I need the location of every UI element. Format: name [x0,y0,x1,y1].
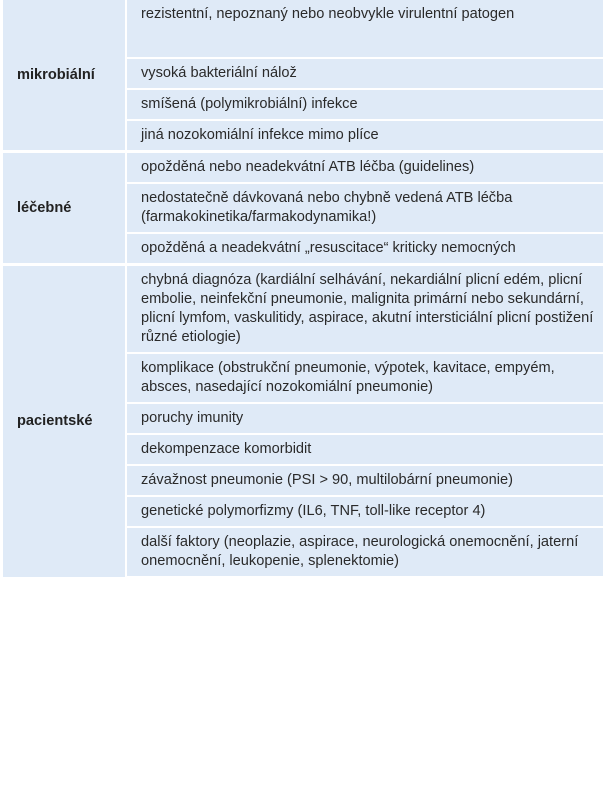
item-cell: dekompenzace komorbidit [126,434,603,465]
table-row [3,0,603,58]
risk-factors-table [3,0,603,578]
item-cell: rezistentní, nepoznaný nebo neobvykle virulentní patogen [126,0,603,58]
table-row [3,152,603,184]
item-cell: komplikace (obstrukční pneumonie, výpotek, kavitace, empyém, absces, nasedající nozokomiální pneumonie) [126,353,603,403]
category-cell-lecebne: léčebné [3,152,126,265]
category-cell-mikrobialni: mikrobiální [3,0,126,152]
item-cell: opožděná nebo neadekvátní ATB léčba (guidelines) [126,152,603,184]
item-cell: smíšená (polymikrobiální) infekce [126,89,603,120]
item-cell: závažnost pneumonie (PSI > 90, multilobární pneumonie) [126,465,603,496]
item-cell: další faktory (neoplazie, aspirace, neurologická onemocnění, jaterní onemocnění, leukopenie, splenektomie) [126,527,603,577]
table-row [3,265,603,354]
item-cell: opožděná a neadekvátní „resuscitace“ kriticky nemocných [126,233,603,265]
item-cell: vysoká bakteriální nálož [126,58,603,89]
item-cell: poruchy imunity [126,403,603,434]
item-cell: genetické polymorfizmy (IL6, TNF, toll-like receptor 4) [126,496,603,527]
item-cell: chybná diagnóza (kardiální selhávání, nekardiální plicní edém, plicní embolie, neinfekční pneumonie, malignita primární nebo sekundární, plicní lymfom, vaskulitidy, aspirace, akutní intersticiální plicní postižení různé etiologie) [126,265,603,354]
item-cell: nedostatečně dávkovaná nebo chybně vedená ATB léčba (farmakokinetika/farmakodynamika!) [126,183,603,233]
category-cell-pacientske: pacientské [3,265,126,578]
item-cell: jiná nozokomiální infekce mimo plíce [126,120,603,152]
